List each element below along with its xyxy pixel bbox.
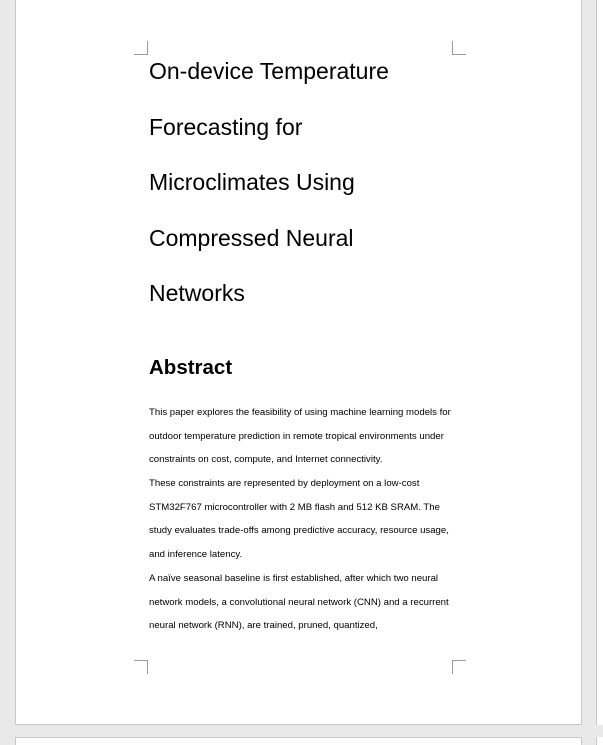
abstract-paragraph[interactable]: These constraints are represented by deployment on a low-cost STM32F767 microcontroller with 2 MB flash and 512 KB SRAM. The study evaluates trade-offs among predictive accuracy, resource usage, and inference latency.	[149, 478, 449, 561]
abstract-heading[interactable]: Abstract	[149, 355, 233, 379]
abstract-paragraph[interactable]: This paper explores the feasibility of using machine learning models for outdoor temperature prediction in remote tropical environments under constraints on cost, compute, and Internet connectivity.	[149, 406, 451, 466]
document-body[interactable]	[149, 44, 454, 664]
margin-marker-top-left	[134, 41, 148, 55]
abstract-body[interactable]	[149, 401, 454, 638]
margin-marker-bottom-left	[134, 660, 148, 674]
adjacent-page-edge-lower	[596, 737, 603, 745]
margin-marker-top-right	[452, 41, 466, 55]
abstract-paragraph[interactable]: A naïve seasonal baseline is first established, after which two neural network models, a convolutional neural network (CNN) and a recurrent neural network (RNN), are trained, pruned, quantized,	[149, 572, 449, 632]
document-title[interactable]: On-device Temperature Forecasting for Microclimates Using Compressed Neural Networks	[149, 58, 389, 307]
next-page[interactable]	[15, 737, 582, 745]
adjacent-page-edge	[596, 0, 603, 725]
margin-marker-bottom-right	[452, 660, 466, 674]
